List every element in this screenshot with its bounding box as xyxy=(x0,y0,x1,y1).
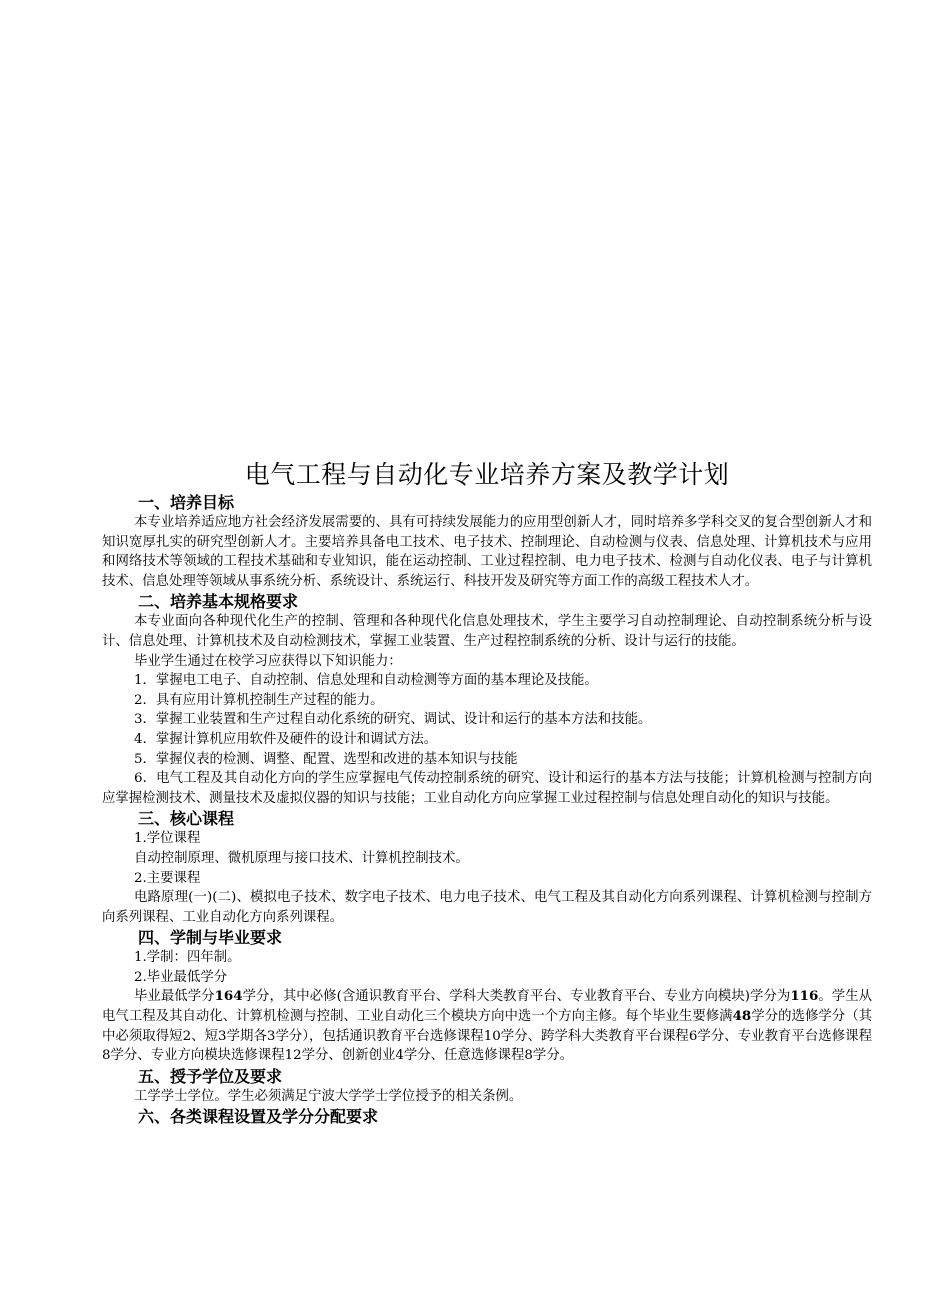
requirement-item: 1．掌握电工电子、自动控制、信息处理和自动检测等方面的基本理论及技能。 xyxy=(134,673,598,689)
requirement-item: 2．具有应用计算机控制生产过程的能力。 xyxy=(134,692,384,708)
requirement-item-6: 6．电气工程及其自动化方向的学生应掌握电气传动控制系统的研究、设计和运行的基本方法与技能；计算机检测与控制方向应掌握检测技术、测量技术及虚拟仪器的知识与技能；工业自动化方向应掌握工业过程控制与信息处理自动化的知识与技能。 xyxy=(102,771,872,806)
section-heading-course-settings: 六、各类课程设置及学分分配要求 xyxy=(138,1107,379,1127)
requirement-item: 5．掌握仪表的检测、调整、配置、选型和改进的基本知识与技能 xyxy=(134,751,518,767)
credits-text-3: 。学生从电气工程及其自动化、计算机检测与控制、工业自动化三个模块方向中选一个方向主修。每个毕业生要修满 xyxy=(102,989,873,1025)
required-credits-value: 116 xyxy=(790,988,819,1005)
section-heading-objectives: 一、培养目标 xyxy=(138,493,235,512)
degree-courses-label: 1.学位课程 xyxy=(134,831,201,847)
main-courses-text: 电路原理(一)(二)、模拟电子技术、数字电子技术、电力电子技术、电气工程及其自动化方向系列课程、计算机检测与控制方向系列课程、工业自动化方向系列课程。 xyxy=(102,890,872,925)
section-heading-requirements: 二、培养基本规格要求 xyxy=(138,592,299,612)
credits-text-2: 学分，其中必修(含通识教育平台、学科大类教育平台、专业教育平台、专业方向模块)学分为 xyxy=(242,989,791,1005)
document-page xyxy=(102,458,872,1127)
objectives-paragraph: 本专业培养适应地方社会经济发展需要的、具有可持续发展能力的应用型创新人才，同时培养多学科交叉的复合型创新人才和知识宽厚扎实的研究型创新人才。主要培养具备电工技术、电子技术、控制理论、自动检测与仪表、信息处理、计算机技术与应用和网络技术等领域的工程技术基础和专业知识，能在运动控制、工业过程控制、电力电子技术、检测与自动化仪表、电子与计算机技术、信息处理等领域从事系统分析、系统设计、系统运行、科技开发及研究等方面工作的高级工程技术人才。 xyxy=(102,515,872,589)
document-title: 电气工程与自动化专业培养方案及教学计划 xyxy=(244,460,730,489)
requirement-item: 4．掌握计算机应用软件及硬件的设计和调试方法。 xyxy=(134,731,438,747)
total-credits-value: 164 xyxy=(214,988,243,1005)
min-credits-label: 2.毕业最低学分 xyxy=(134,969,228,985)
section-heading-duration: 四、学制与毕业要求 xyxy=(138,928,283,948)
requirements-paragraph: 本专业面向各种现代化生产的控制、管理和各种现代化信息处理技术，学生主要学习自动控制理论、自动控制系统分析与设计、信息处理、计算机技术及自动检测技术，掌握工业装置、生产过程控制系统的分析、设计与运行的技能。 xyxy=(102,614,872,649)
credits-text-1: 毕业最低学分 xyxy=(134,989,215,1005)
main-courses-label: 2.主要课程 xyxy=(134,870,201,886)
min-credits-paragraph xyxy=(102,987,872,1065)
degree-paragraph: 工学学士学位。学生必须满足宁波大学学士学位授予的相关条例。 xyxy=(134,1088,523,1104)
requirement-item: 3．掌握工业装置和生产过程自动化系统的研究、调试、设计和运行的基本方法和技能。 xyxy=(134,712,652,728)
section-heading-degree: 五、授予学位及要求 xyxy=(138,1066,283,1086)
duration-label: 1.学制：四年制。 xyxy=(134,950,241,966)
section-heading-core-courses: 三、核心课程 xyxy=(138,809,235,829)
degree-courses-text: 自动控制原理、微机原理与接口技术、计算机控制技术。 xyxy=(134,850,469,866)
requirements-intro: 毕业学生通过在校学习应获得以下知识能力： xyxy=(134,653,402,669)
credits-text-4: 学分的选修学分（其中必须取得短2、短3学期各3学分），包括通识教育平台选修课程10学分、跨学科大类教育平台课程6学分、专业教育平台选修课程8学分、专业方向模块选修课程12学分、创新创业4学分、任意选修课程8学分。 xyxy=(102,1009,873,1064)
elective-credits-value: 48 xyxy=(732,1008,752,1025)
